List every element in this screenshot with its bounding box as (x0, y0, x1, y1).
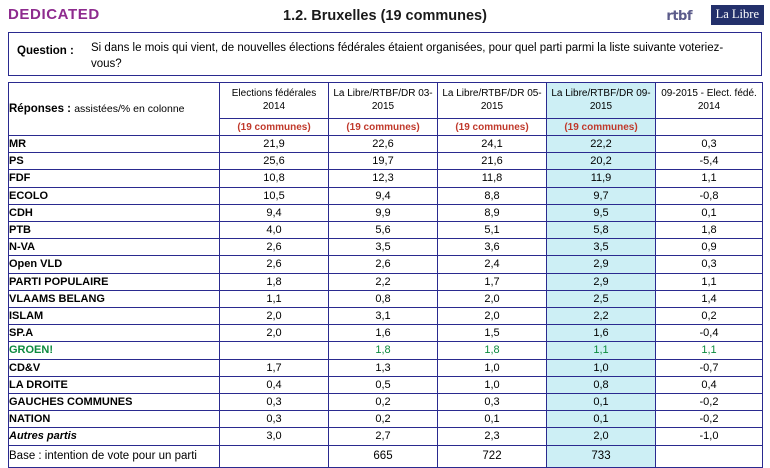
subheader-col-4 (656, 119, 763, 136)
party-name: SP.A (9, 325, 220, 342)
table-row (9, 428, 763, 445)
cell-value: 3,5 (329, 239, 438, 256)
cell-value (220, 342, 329, 359)
cell-value: 1,4 (656, 290, 763, 307)
cell-value: 0,1 (547, 394, 656, 411)
cell-value: -1,0 (656, 428, 763, 445)
cell-value: 1,0 (438, 376, 547, 393)
cell-value: 11,9 (547, 170, 656, 187)
cell-value: 8,8 (438, 187, 547, 204)
lalibre-logo: La Libre (711, 5, 764, 25)
table-row (9, 394, 763, 411)
cell-value: 1,8 (220, 273, 329, 290)
cell-value: 0,3 (220, 394, 329, 411)
cell-value: 1,1 (656, 170, 763, 187)
cell-value: 1,5 (438, 325, 547, 342)
cell-value: 2,5 (547, 290, 656, 307)
party-name: VLAAMS BELANG (9, 290, 220, 307)
cell-value: 2,9 (547, 256, 656, 273)
cell-value: 5,8 (547, 222, 656, 239)
party-name: LA DROITE (9, 376, 220, 393)
cell-value: 12,3 (329, 170, 438, 187)
cell-value: 2,0 (438, 290, 547, 307)
cell-value: 9,4 (329, 187, 438, 204)
party-name: PTB (9, 222, 220, 239)
cell-value: 11,8 (438, 170, 547, 187)
cell-value: 10,5 (220, 187, 329, 204)
cell-value: 1,1 (220, 290, 329, 307)
party-name: MR (9, 136, 220, 153)
cell-value: 1,0 (438, 359, 547, 376)
cell-value: 0,1 (656, 204, 763, 221)
cell-value: 19,7 (329, 153, 438, 170)
cell-value: 0,9 (656, 239, 763, 256)
table-row (9, 256, 763, 273)
cell-value: 3,6 (438, 239, 547, 256)
party-name: Autres partis (9, 428, 220, 445)
table-row (9, 359, 763, 376)
party-name: GAUCHES COMMUNES (9, 394, 220, 411)
header-col-2: La Libre/RTBF/DR 05-2015 (438, 83, 547, 119)
cell-value: 0,8 (547, 376, 656, 393)
table-row (9, 170, 763, 187)
subheader-col-1: (19 communes) (329, 119, 438, 136)
cell-value: 9,4 (220, 204, 329, 221)
cell-value: 22,6 (329, 136, 438, 153)
cell-value: 9,7 (547, 187, 656, 204)
cell-value: 1,1 (656, 273, 763, 290)
base-row (9, 445, 763, 467)
table-header-row (9, 83, 763, 119)
table-body (9, 136, 763, 446)
party-name: ECOLO (9, 187, 220, 204)
cell-value: 10,8 (220, 170, 329, 187)
cell-value: 0,2 (329, 411, 438, 428)
cell-value: 2,3 (438, 428, 547, 445)
cell-value: 20,2 (547, 153, 656, 170)
header-col-1: La Libre/RTBF/DR 03-2015 (329, 83, 438, 119)
cell-value: 0,3 (656, 256, 763, 273)
cell-value: 1,1 (547, 342, 656, 359)
brand-logo: DEDICATED (8, 6, 100, 23)
cell-value: 0,3 (220, 411, 329, 428)
slide-header (0, 0, 770, 34)
subheader-col-0: (19 communes) (220, 119, 329, 136)
party-name: PARTI POPULAIRE (9, 273, 220, 290)
header-col-0: Elections fédérales 2014 (220, 83, 329, 119)
party-name: GROEN! (9, 342, 220, 359)
cell-value: 2,4 (438, 256, 547, 273)
table-row (9, 308, 763, 325)
cell-value: 1,1 (656, 342, 763, 359)
cell-value: 1,3 (329, 359, 438, 376)
table-row (9, 325, 763, 342)
cell-value: 3,0 (220, 428, 329, 445)
cell-value: 4,0 (220, 222, 329, 239)
party-name: CDH (9, 204, 220, 221)
header-responses (9, 83, 220, 136)
cell-value: -0,4 (656, 325, 763, 342)
cell-value: 5,1 (438, 222, 547, 239)
cell-value: 3,5 (547, 239, 656, 256)
table-row (9, 273, 763, 290)
cell-value: -0,8 (656, 187, 763, 204)
cell-value: 0,8 (329, 290, 438, 307)
party-name: Open VLD (9, 256, 220, 273)
header-col-3: La Libre/RTBF/DR 09-2015 (547, 83, 656, 119)
subheader-col-2: (19 communes) (438, 119, 547, 136)
cell-value: 1,6 (547, 325, 656, 342)
party-name: CD&V (9, 359, 220, 376)
results-table (8, 82, 763, 468)
cell-value: 2,0 (220, 325, 329, 342)
cell-value: 25,6 (220, 153, 329, 170)
table-row (9, 239, 763, 256)
cell-value: 1,7 (220, 359, 329, 376)
base-label: Base : intention de vote pour un parti (9, 445, 220, 467)
header-responses-label: Réponses : (9, 102, 71, 115)
table-row (9, 204, 763, 221)
base-value-1: 665 (329, 445, 438, 467)
cell-value: 0,1 (438, 411, 547, 428)
cell-value: 21,6 (438, 153, 547, 170)
cell-value: 2,2 (329, 273, 438, 290)
cell-value: -5,4 (656, 153, 763, 170)
cell-value: 2,0 (547, 428, 656, 445)
cell-value: 1,0 (547, 359, 656, 376)
rtbf-logo: rtbf (666, 9, 692, 24)
cell-value: 1,8 (329, 342, 438, 359)
cell-value: 8,9 (438, 204, 547, 221)
cell-value: 0,2 (656, 308, 763, 325)
base-value-2: 722 (438, 445, 547, 467)
cell-value: 5,6 (329, 222, 438, 239)
cell-value: 2,7 (329, 428, 438, 445)
base-value-3: 733 (547, 445, 656, 467)
cell-value: 2,0 (438, 308, 547, 325)
cell-value: 0,5 (329, 376, 438, 393)
table-row (9, 376, 763, 393)
page-title: 1.2. Bruxelles (19 communes) (283, 8, 487, 24)
party-name: N-VA (9, 239, 220, 256)
cell-value: 1,8 (656, 222, 763, 239)
base-value-4 (656, 445, 763, 467)
cell-value: -0,7 (656, 359, 763, 376)
cell-value: 9,9 (329, 204, 438, 221)
cell-value: 0,1 (547, 411, 656, 428)
party-name: FDF (9, 170, 220, 187)
cell-value: 3,1 (329, 308, 438, 325)
cell-value: 1,8 (438, 342, 547, 359)
cell-value: 1,6 (329, 325, 438, 342)
question-text: Si dans le mois qui vient, de nouvelles élections fédérales étaient organisées, pour quel parti parmi la liste suivante voteriez-vous? (91, 42, 724, 70)
cell-value: 2,2 (547, 308, 656, 325)
table-row (9, 222, 763, 239)
table-row (9, 342, 763, 359)
subheader-col-3: (19 communes) (547, 119, 656, 136)
table-row (9, 153, 763, 170)
cell-value: 0,4 (656, 376, 763, 393)
cell-value: 9,5 (547, 204, 656, 221)
cell-value: 0,3 (438, 394, 547, 411)
table-row (9, 187, 763, 204)
cell-value: 2,9 (547, 273, 656, 290)
header-col-4: 09-2015 - Elect. fédé. 2014 (656, 83, 763, 119)
cell-value: 0,3 (656, 136, 763, 153)
cell-value: 24,1 (438, 136, 547, 153)
base-value-0 (220, 445, 329, 467)
table-row (9, 411, 763, 428)
question-box (8, 32, 762, 76)
cell-value: 1,7 (438, 273, 547, 290)
cell-value: 0,4 (220, 376, 329, 393)
cell-value: -0,2 (656, 394, 763, 411)
cell-value: 0,2 (329, 394, 438, 411)
table-row (9, 290, 763, 307)
cell-value: 22,2 (547, 136, 656, 153)
header-responses-sub: assistées/% en colonne (74, 102, 185, 115)
cell-value: 2,6 (220, 239, 329, 256)
cell-value: 2,6 (329, 256, 438, 273)
party-name: PS (9, 153, 220, 170)
question-label: Question : (17, 45, 74, 57)
cell-value: 2,6 (220, 256, 329, 273)
party-name: ISLAM (9, 308, 220, 325)
cell-value: -0,2 (656, 411, 763, 428)
party-name: NATION (9, 411, 220, 428)
table-row (9, 136, 763, 153)
cell-value: 2,0 (220, 308, 329, 325)
cell-value: 21,9 (220, 136, 329, 153)
